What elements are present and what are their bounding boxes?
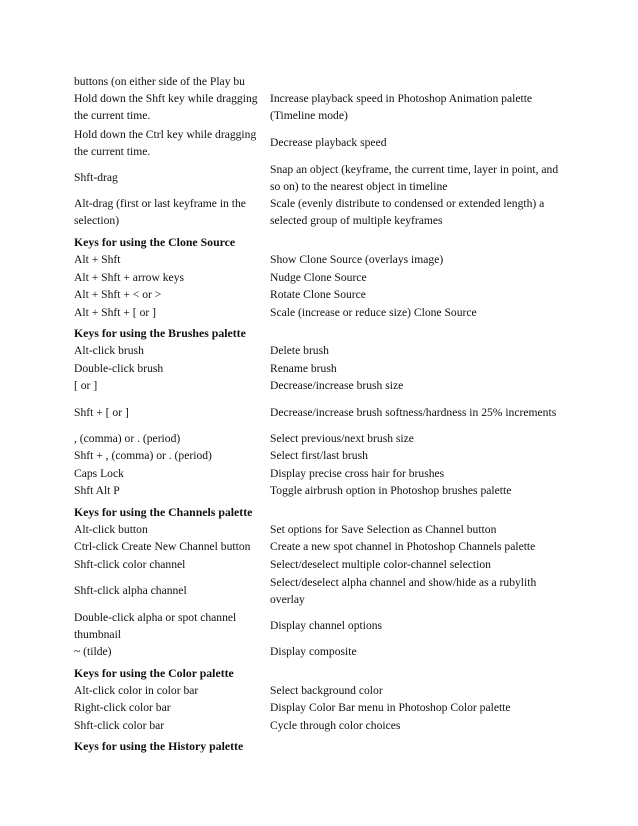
- shortcut-key-text: Hold down the Ctrl key while dragging the current time.: [74, 127, 257, 158]
- shortcut-action-text: Set options for Save Selection as Channel button: [270, 522, 497, 536]
- shortcut-key-text: , (comma) or . (period): [74, 431, 181, 445]
- shortcut-row: [74, 609, 564, 644]
- shortcut-key-text: Shft + , (comma) or . (period): [74, 449, 212, 462]
- shortcut-row: [74, 539, 564, 557]
- shortcut-action-text: Display channel options: [270, 619, 383, 633]
- shortcut-section: [74, 501, 564, 662]
- shortcut-key-cell: [74, 343, 270, 361]
- section-heading: Keys for using the History palette: [74, 739, 244, 753]
- shortcut-key-text: Alt-drag (first or last keyframe in the selection): [74, 197, 246, 227]
- shortcut-action-text: Nudge Clone Source: [270, 270, 367, 284]
- shortcut-action-text: Scale (evenly distribute to condensed or extended length) a selected group of multiple keyframes: [270, 197, 545, 227]
- shortcut-action-text: Decrease/increase brush size: [270, 379, 404, 392]
- shortcut-row: [74, 196, 564, 231]
- shortcut-action-cell: [270, 483, 564, 501]
- shortcut-key-cell: [74, 305, 270, 323]
- shortcut-action-cell: [270, 431, 564, 449]
- shortcut-action-text: Rotate Clone Source: [270, 288, 366, 301]
- shortcut-key-cell: [74, 287, 270, 305]
- shortcut-key-text: Shft-click color channel: [74, 557, 186, 571]
- shortcut-key-cell: [74, 700, 270, 718]
- shortcut-action-cell: [270, 361, 564, 379]
- shortcut-action-cell: [270, 378, 564, 396]
- section-heading: Keys for using the Clone Source: [74, 235, 236, 249]
- shortcut-key-text: Double-click brush: [74, 361, 164, 375]
- shortcut-action-cell: [270, 644, 564, 662]
- shortcut-key-text: [ or ]: [74, 379, 98, 392]
- shortcut-action-cell: [270, 91, 564, 126]
- shortcut-key-text: Alt + Shft + < or >: [74, 288, 162, 301]
- shortcut-action-cell: [270, 609, 564, 644]
- shortcut-key-cell: [74, 91, 270, 126]
- shortcut-key-text: Shft Alt P: [74, 484, 120, 497]
- shortcut-sections: [74, 91, 564, 756]
- shortcut-row: [74, 343, 564, 361]
- shortcut-key-text: Alt-click brush: [74, 344, 144, 357]
- shortcut-action-cell: [270, 305, 564, 323]
- shortcut-action-text: Create a new spot channel in Photoshop Channels palette: [270, 540, 536, 553]
- shortcut-action-cell: [270, 574, 564, 609]
- shortcut-row: [74, 270, 564, 288]
- shortcut-action-cell: [270, 252, 564, 270]
- shortcut-action-text: Delete brush: [270, 344, 329, 357]
- shortcut-row: [74, 252, 564, 270]
- shortcut-action-text: Snap an object (keyframe, the current time, layer in point, and so on) to the nearest object in timeline: [270, 162, 559, 193]
- shortcut-key-cell: [74, 644, 270, 662]
- shortcut-action-text: Rename brush: [270, 361, 337, 375]
- shortcut-action-text: Display composite: [270, 645, 357, 658]
- shortcut-key-cell: [74, 466, 270, 484]
- shortcut-row: [74, 161, 564, 196]
- section-heading: Keys for using the Channels palette: [74, 504, 253, 519]
- shortcut-row: [74, 700, 564, 718]
- shortcut-action-text: Select/deselect multiple color-channel selection: [270, 557, 491, 571]
- shortcut-key-text: Alt-click button: [74, 522, 148, 536]
- shortcut-action-text: Decrease playback speed: [270, 136, 387, 150]
- shortcut-key-cell: [74, 609, 270, 644]
- shortcut-action-cell: [270, 718, 564, 736]
- shortcut-action-text: Decrease/increase brush softness/hardness in 25% increments: [270, 405, 557, 419]
- shortcut-action-cell: [270, 700, 564, 718]
- shortcut-key-cell: [74, 161, 270, 196]
- shortcut-row: [74, 466, 564, 484]
- shortcut-action-text: Increase playback speed in Photoshop Animation palette (Timeline mode): [270, 92, 533, 122]
- shortcut-action-cell: [270, 522, 564, 540]
- shortcut-action-cell: [270, 557, 564, 575]
- shortcut-row: [74, 644, 564, 662]
- shortcut-key-text: Shft-click color bar: [74, 718, 165, 732]
- shortcut-key-text: Ctrl-click Create New Channel button: [74, 540, 251, 553]
- shortcut-key-text: Alt + Shft + arrow keys: [74, 270, 184, 284]
- shortcut-action-text: Display Color Bar menu in Photoshop Color palette: [270, 701, 511, 714]
- shortcut-key-text: ~ (tilde): [74, 645, 112, 658]
- shortcut-row: [74, 91, 564, 126]
- truncated-fragment-line: buttons (on either side of the Play bu: [74, 75, 245, 88]
- shortcut-row: [74, 522, 564, 540]
- shortcut-action-text: Select first/last brush: [270, 449, 368, 462]
- shortcut-key-text: Shft-drag: [74, 171, 118, 185]
- shortcut-action-text: Scale (increase or reduce size) Clone Source: [270, 305, 477, 319]
- shortcut-action-cell: [270, 448, 564, 466]
- shortcut-key-text: Right-click color bar: [74, 701, 171, 714]
- shortcut-key-text: Alt + Shft + [ or ]: [74, 305, 156, 319]
- shortcut-action-cell: [270, 270, 564, 288]
- shortcut-key-cell: [74, 557, 270, 575]
- shortcut-row: [74, 396, 564, 431]
- shortcut-action-cell: [270, 343, 564, 361]
- shortcut-key-cell: [74, 252, 270, 270]
- shortcut-key-cell: [74, 378, 270, 396]
- shortcut-key-cell: [74, 522, 270, 540]
- shortcut-action-cell: [270, 287, 564, 305]
- shortcut-action-cell: [270, 683, 564, 701]
- shortcut-key-cell: [74, 196, 270, 231]
- shortcut-section: [74, 231, 564, 322]
- shortcut-row: [74, 378, 564, 396]
- shortcut-key-text: Double-click alpha or spot channel thumbnail: [74, 610, 237, 641]
- shortcut-key-text: Alt + Shft: [74, 253, 121, 266]
- shortcut-key-cell: [74, 718, 270, 736]
- shortcut-action-cell: [270, 161, 564, 196]
- shortcut-action-text: Select/deselect alpha channel and show/hide as a rubylith overlay: [270, 575, 537, 606]
- shortcut-key-cell: [74, 431, 270, 449]
- shortcut-action-text: Select background color: [270, 683, 383, 697]
- shortcut-action-text: Toggle airbrush option in Photoshop brushes palette: [270, 484, 512, 497]
- shortcut-action-cell: [270, 126, 564, 161]
- shortcut-key-cell: [74, 539, 270, 557]
- shortcut-section: [74, 322, 564, 501]
- shortcut-action-text: Display precise cross hair for brushes: [270, 466, 445, 480]
- shortcut-key-cell: [74, 361, 270, 379]
- shortcut-key-text: Alt-click color in color bar: [74, 683, 199, 697]
- shortcut-row: [74, 483, 564, 501]
- shortcut-row: [74, 557, 564, 575]
- shortcut-row: [74, 574, 564, 609]
- shortcut-row: [74, 305, 564, 323]
- shortcut-action-text: Select previous/next brush size: [270, 431, 414, 445]
- shortcut-key-cell: [74, 396, 270, 431]
- shortcut-action-text: Cycle through color choices: [270, 718, 401, 732]
- shortcut-action-cell: [270, 196, 564, 231]
- shortcut-key-text: Shft-click alpha channel: [74, 584, 187, 598]
- shortcut-key-text: Hold down the Shft key while dragging the current time.: [74, 92, 258, 122]
- shortcut-action-cell: [270, 466, 564, 484]
- section-heading: Keys for using the Color palette: [74, 665, 234, 680]
- shortcut-key-cell: [74, 683, 270, 701]
- shortcut-action-cell: [270, 539, 564, 557]
- shortcut-section: [74, 91, 564, 231]
- shortcut-row: [74, 683, 564, 701]
- shortcut-key-cell: [74, 483, 270, 501]
- shortcut-section: [74, 662, 564, 736]
- shortcut-key-cell: [74, 126, 270, 161]
- shortcut-key-cell: [74, 448, 270, 466]
- shortcut-row: [74, 718, 564, 736]
- shortcut-row: [74, 287, 564, 305]
- shortcut-key-text: Shft + [ or ]: [74, 405, 129, 419]
- shortcut-action-text: Show Clone Source (overlays image): [270, 253, 444, 266]
- shortcut-key-cell: [74, 574, 270, 609]
- shortcut-key-text: Caps Lock: [74, 466, 124, 480]
- shortcut-section: [74, 735, 564, 756]
- shortcut-row: [74, 431, 564, 449]
- shortcut-row: [74, 361, 564, 379]
- document-body: [74, 74, 564, 756]
- shortcut-action-cell: [270, 396, 564, 431]
- shortcut-row: [74, 126, 564, 161]
- shortcut-key-cell: [74, 270, 270, 288]
- section-heading: Keys for using the Brushes palette: [74, 326, 246, 340]
- shortcut-row: [74, 448, 564, 466]
